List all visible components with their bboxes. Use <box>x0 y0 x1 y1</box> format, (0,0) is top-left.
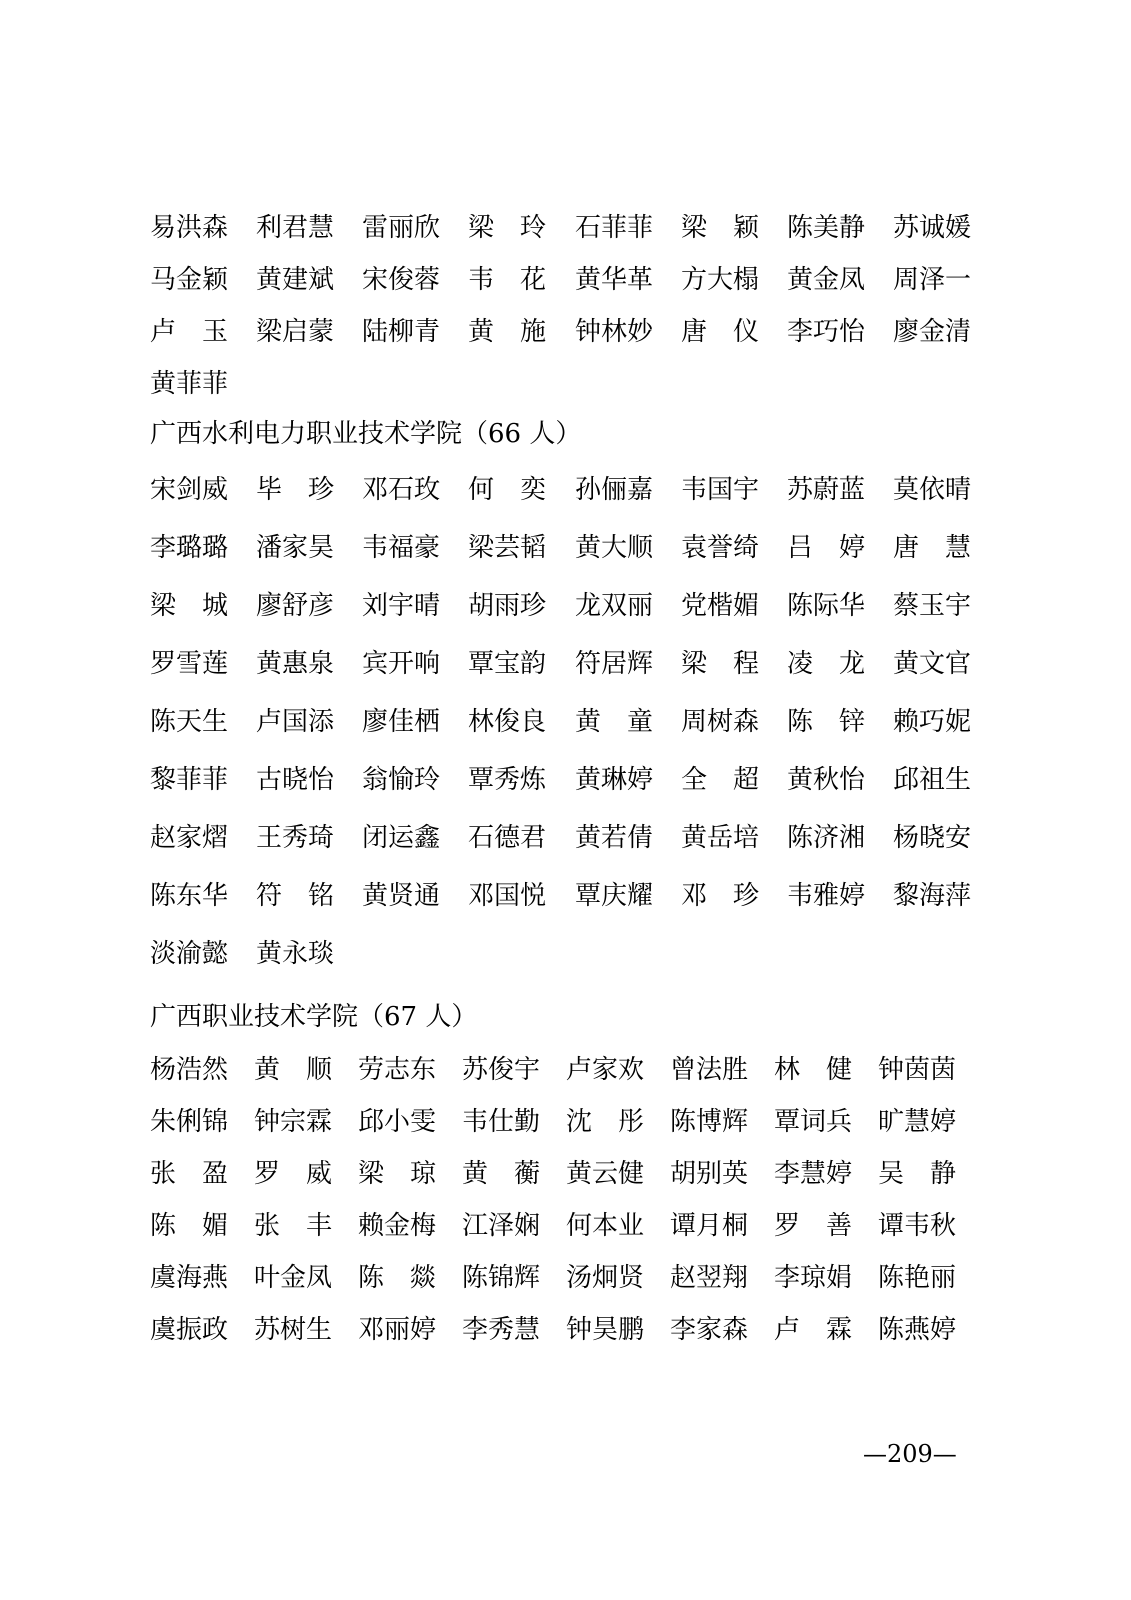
person-name: 李秀慧 <box>462 1315 541 1345</box>
person-name: 李琼娟 <box>774 1263 853 1293</box>
person-name: 卢 霖 <box>774 1315 852 1345</box>
person-name: 毕 珍 <box>256 475 334 505</box>
person-name: 韦雅婷 <box>787 881 866 911</box>
person-name: 梁芸韬 <box>468 533 547 563</box>
person-name: 闭运鑫 <box>362 823 441 853</box>
person-name: 黄 顺 <box>254 1055 332 1085</box>
person-name: 吕 婷 <box>787 533 865 563</box>
person-name: 林 健 <box>774 1055 852 1085</box>
person-name: 黄 童 <box>575 707 653 737</box>
person-name: 苏树生 <box>254 1315 333 1345</box>
person-name: 邓丽婷 <box>358 1315 437 1345</box>
person-name: 苏蔚蓝 <box>787 475 866 505</box>
person-name: 黄永琰 <box>256 939 335 969</box>
person-name: 罗雪莲 <box>150 649 229 679</box>
person-name: 覃词兵 <box>774 1107 853 1137</box>
person-name: 陆柳青 <box>362 317 441 347</box>
person-name: 雷丽欣 <box>362 213 441 243</box>
person-name: 梁 程 <box>681 649 759 679</box>
person-name: 赖金梅 <box>358 1211 437 1241</box>
person-name: 钟林妙 <box>575 317 654 347</box>
person-name: 赖巧妮 <box>893 707 972 737</box>
person-name: 钟昊鹏 <box>566 1315 645 1345</box>
person-name: 谭韦秋 <box>878 1211 957 1241</box>
person-name: 梁 玲 <box>468 213 546 243</box>
person-name: 覃宝韵 <box>468 649 547 679</box>
person-name: 梁 颖 <box>681 213 759 243</box>
person-name: 黄琳婷 <box>575 765 654 795</box>
person-name: 曾法胜 <box>670 1055 749 1085</box>
person-name: 罗 威 <box>254 1159 332 1189</box>
person-name: 宋剑威 <box>150 475 229 505</box>
person-name: 何 奕 <box>468 475 546 505</box>
person-name: 党楷媚 <box>681 591 760 621</box>
person-name: 梁 城 <box>150 591 228 621</box>
person-name: 汤炯贤 <box>566 1263 645 1293</box>
person-name: 江泽娴 <box>462 1211 541 1241</box>
person-name: 邓 珍 <box>681 881 759 911</box>
page-number: —209— <box>863 1440 957 1468</box>
person-name: 淡渝懿 <box>150 939 229 969</box>
person-name: 周泽一 <box>893 265 972 295</box>
person-name: 林俊良 <box>468 707 547 737</box>
person-name: 周树森 <box>681 707 760 737</box>
person-name: 虞海燕 <box>150 1263 229 1293</box>
person-name: 凌 龙 <box>787 649 865 679</box>
person-name: 黄云健 <box>566 1159 645 1189</box>
person-name: 黄菲菲 <box>150 369 229 399</box>
person-name: 邓石玫 <box>362 475 441 505</box>
person-name: 杨晓安 <box>893 823 972 853</box>
person-name: 旷慧婷 <box>878 1107 957 1137</box>
person-name: 叶金凤 <box>254 1263 333 1293</box>
person-name: 李璐璐 <box>150 533 229 563</box>
person-name: 杨浩然 <box>150 1055 229 1085</box>
person-name: 黄文官 <box>893 649 972 679</box>
person-name: 黄金凤 <box>787 265 866 295</box>
person-name: 覃秀炼 <box>468 765 547 795</box>
person-name: 黄秋怡 <box>787 765 866 795</box>
person-name: 张 丰 <box>254 1211 332 1241</box>
person-name: 廖佳栖 <box>362 707 441 737</box>
person-name: 易洪森 <box>150 213 229 243</box>
person-name: 钟宗霖 <box>254 1107 333 1137</box>
person-name: 韦 花 <box>468 265 546 295</box>
person-name: 覃庆耀 <box>575 881 654 911</box>
person-name: 邱小雯 <box>358 1107 437 1137</box>
person-name: 潘家昊 <box>256 533 335 563</box>
person-name: 李慧婷 <box>774 1159 853 1189</box>
person-name: 钟茵茵 <box>878 1055 957 1085</box>
person-name: 黄贤通 <box>362 881 441 911</box>
person-name: 韦国宇 <box>681 475 760 505</box>
person-name: 蔡玉宇 <box>893 591 972 621</box>
person-name: 谭月桐 <box>670 1211 749 1241</box>
person-name: 陈美静 <box>787 213 866 243</box>
person-name: 梁启蒙 <box>256 317 335 347</box>
person-name: 陈锦辉 <box>462 1263 541 1293</box>
person-name: 黎菲菲 <box>150 765 229 795</box>
person-name: 韦仕勤 <box>462 1107 541 1137</box>
person-name: 胡别英 <box>670 1159 749 1189</box>
person-name: 邱祖生 <box>893 765 972 795</box>
person-name: 孙俪嘉 <box>575 475 654 505</box>
person-name: 方大榻 <box>681 265 760 295</box>
person-name: 符居辉 <box>575 649 654 679</box>
person-name: 李巧怡 <box>787 317 866 347</box>
person-name: 石德君 <box>468 823 547 853</box>
section-heading-guangxi-water-conservancy: 广西水利电力职业技术学院（66 人） <box>150 419 582 449</box>
person-name: 卢家欢 <box>566 1055 645 1085</box>
person-name: 唐 慧 <box>893 533 971 563</box>
person-name: 袁誉绮 <box>681 533 760 563</box>
person-name: 石菲菲 <box>575 213 654 243</box>
person-name: 朱俐锦 <box>150 1107 229 1137</box>
person-name: 黄岳培 <box>681 823 760 853</box>
person-name: 梁 琼 <box>358 1159 436 1189</box>
person-name: 陈济湘 <box>787 823 866 853</box>
person-name: 韦福豪 <box>362 533 441 563</box>
person-name: 黄 施 <box>468 317 546 347</box>
person-name: 翁愉玲 <box>362 765 441 795</box>
person-name: 李家森 <box>670 1315 749 1345</box>
person-name: 陈 媚 <box>150 1211 228 1241</box>
person-name: 黄惠泉 <box>256 649 335 679</box>
person-name: 刘宇晴 <box>362 591 441 621</box>
person-name: 廖金清 <box>893 317 972 347</box>
person-name: 张 盈 <box>150 1159 228 1189</box>
person-name: 陈天生 <box>150 707 229 737</box>
person-name: 罗 善 <box>774 1211 852 1241</box>
person-name: 利君慧 <box>256 213 335 243</box>
person-name: 龙双丽 <box>575 591 654 621</box>
person-name: 王秀琦 <box>256 823 335 853</box>
person-name: 全 超 <box>681 765 759 795</box>
person-name: 黎海萍 <box>893 881 972 911</box>
person-name: 胡雨珍 <box>468 591 547 621</box>
person-name: 劳志东 <box>358 1055 437 1085</box>
person-name: 黄若倩 <box>575 823 654 853</box>
person-name: 赵翌翔 <box>670 1263 749 1293</box>
person-name: 陈艳丽 <box>878 1263 957 1293</box>
person-name: 陈博辉 <box>670 1107 749 1137</box>
person-name: 符 铭 <box>256 881 334 911</box>
person-name: 虞振政 <box>150 1315 229 1345</box>
person-name: 陈际华 <box>787 591 866 621</box>
person-name: 马金颖 <box>150 265 229 295</box>
section-heading-guangxi-vocational: 广西职业技术学院（67 人） <box>150 1002 478 1032</box>
person-name: 黄华革 <box>575 265 654 295</box>
person-name: 莫依晴 <box>893 475 972 505</box>
person-name: 陈东华 <box>150 881 229 911</box>
person-name: 宋俊蓉 <box>362 265 441 295</box>
person-name: 古晓怡 <box>256 765 335 795</box>
person-name: 沈 彤 <box>566 1107 644 1137</box>
person-name: 赵家熠 <box>150 823 229 853</box>
person-name: 黄 蘅 <box>462 1159 540 1189</box>
person-name: 何本业 <box>566 1211 645 1241</box>
person-name: 唐 仪 <box>681 317 759 347</box>
person-name: 卢 玉 <box>150 317 228 347</box>
person-name: 陈 燚 <box>358 1263 436 1293</box>
person-name: 苏俊宇 <box>462 1055 541 1085</box>
person-name: 邓国悦 <box>468 881 547 911</box>
person-name: 苏诚媛 <box>893 213 972 243</box>
person-name: 吴 静 <box>878 1159 956 1189</box>
person-name: 卢国添 <box>256 707 335 737</box>
person-name: 黄建斌 <box>256 265 335 295</box>
person-name: 陈 锌 <box>787 707 865 737</box>
person-name: 陈燕婷 <box>878 1315 957 1345</box>
person-name: 廖舒彦 <box>256 591 335 621</box>
person-name: 黄大顺 <box>575 533 654 563</box>
person-name: 宾开响 <box>362 649 441 679</box>
